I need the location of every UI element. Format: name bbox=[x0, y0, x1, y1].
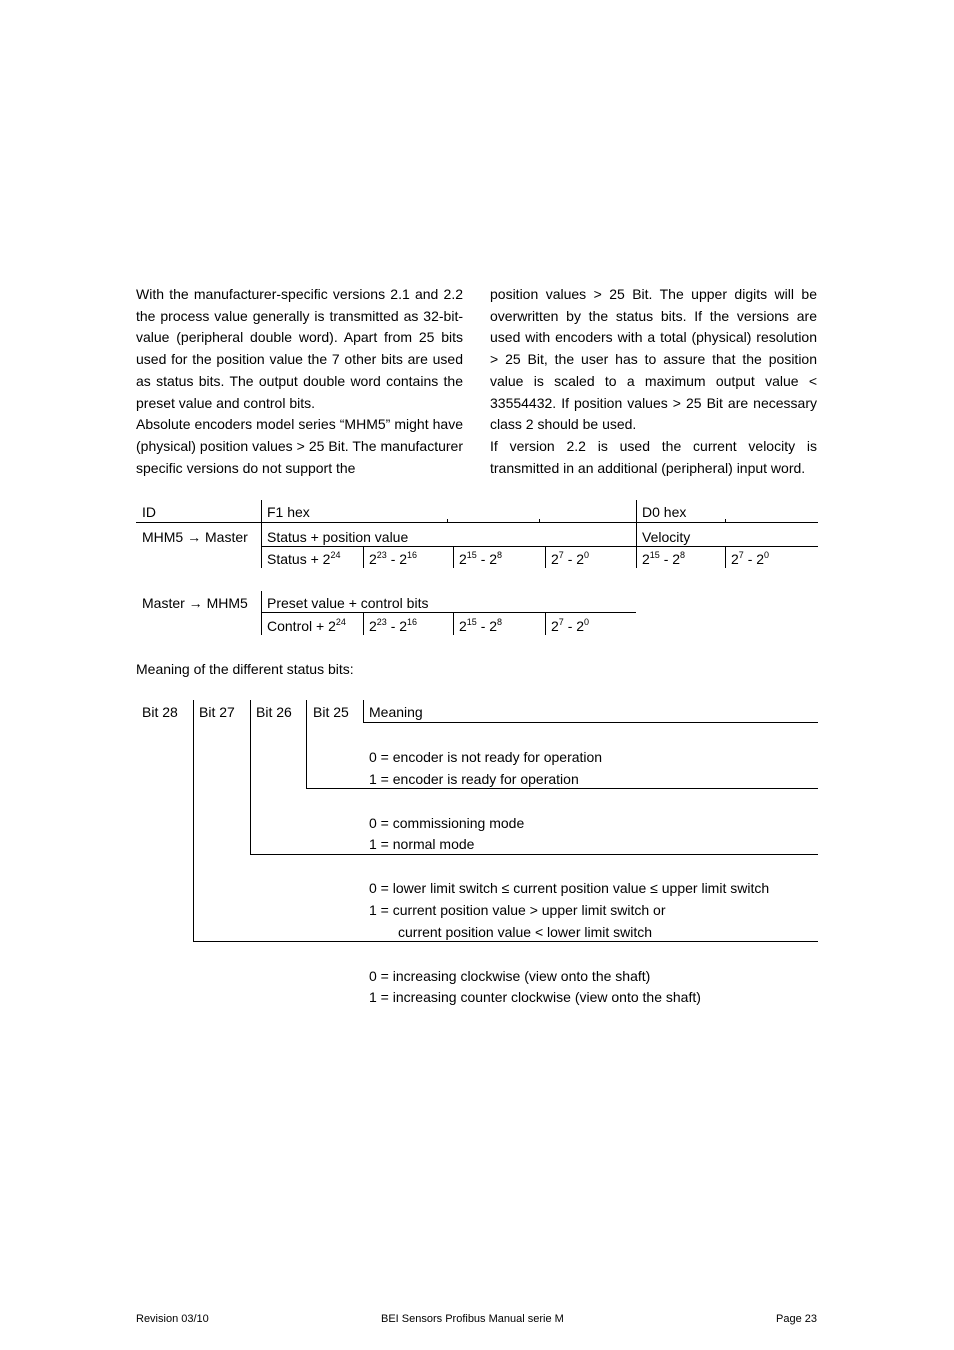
bit-range-cell: $2^7 - 2^0$ bbox=[551, 617, 590, 634]
bit-26-meaning: 0 = commissioning mode bbox=[369, 815, 525, 831]
intro-right-column bbox=[490, 284, 817, 479]
bit-27-bracket bbox=[250, 700, 251, 855]
bit-28-meaning: 0 = increasing clockwise (view onto the shaft) bbox=[369, 968, 651, 984]
bit-26-header: Bit 26 bbox=[256, 704, 292, 720]
bit-range-cell: $2^{23} - 2^{16}$ bbox=[369, 617, 418, 634]
bit-range-cell: $2^{15} - 2^8$ bbox=[459, 550, 503, 567]
column-divider bbox=[636, 500, 637, 568]
bit-27-meaning: current position value < lower limit switch bbox=[398, 924, 653, 940]
column-divider bbox=[261, 500, 262, 568]
preset-control-group: Preset value + control bits bbox=[267, 595, 429, 611]
header-rule bbox=[136, 522, 818, 523]
meaning-rule bbox=[363, 722, 818, 723]
output-direction-label: Master → MHM5 bbox=[142, 595, 248, 611]
bit-range-cell: $2^{15} - 2^8$ bbox=[642, 550, 686, 567]
bit-25-header: Bit 25 bbox=[313, 704, 349, 720]
bit-range-cell: Status + $2^{24}$ bbox=[267, 550, 341, 567]
bit-27-meaning: 0 = lower limit switch ≤ current position value ≤ upper limit switch bbox=[369, 880, 770, 896]
bit-25-rule bbox=[306, 788, 818, 789]
footer-title: BEI Sensors Profibus Manual serie M bbox=[381, 1313, 564, 1325]
input-direction-label: MHM5 → Master bbox=[142, 529, 248, 545]
tick-mark bbox=[539, 519, 540, 523]
bit-range-cell: $2^7 - 2^0$ bbox=[731, 550, 770, 567]
group-rule bbox=[261, 546, 818, 547]
cell-divider bbox=[453, 613, 454, 635]
bit-26-rule bbox=[250, 854, 818, 855]
intro-paragraph: If version 2.2 is used the current velocity is transmitted in an additional (peripheral) input word. bbox=[490, 437, 817, 476]
bit-25-bracket bbox=[363, 700, 364, 723]
bit-range-cell: $2^{23} - 2^{16}$ bbox=[369, 550, 418, 567]
cell-divider bbox=[545, 613, 546, 635]
intro-left-column bbox=[136, 284, 463, 479]
bit-26-meaning: 1 = normal mode bbox=[369, 836, 475, 852]
cell-divider bbox=[453, 547, 454, 568]
bit-25-meaning: 0 = encoder is not ready for operation bbox=[369, 749, 603, 765]
cell-divider bbox=[725, 547, 726, 568]
bit-28-meaning: 1 = increasing counter clockwise (view onto the shaft) bbox=[369, 989, 701, 1005]
bit-range-cell: Control + $2^{24}$ bbox=[267, 617, 346, 634]
d0-hex-header: D0 hex bbox=[642, 504, 687, 520]
meaning-header: Meaning bbox=[369, 704, 423, 720]
cell-divider bbox=[545, 547, 546, 568]
status-position-group: Status + position value bbox=[267, 529, 409, 545]
tick-mark bbox=[725, 519, 726, 523]
cell-divider bbox=[363, 613, 364, 635]
bit-28-bracket bbox=[193, 700, 194, 942]
intro-paragraph: Absolute encoders model series “MHM5” might have (physical) position values > 25 Bit. The manufacturer specific versions do not support the bbox=[136, 416, 463, 476]
cell-divider bbox=[363, 547, 364, 568]
f1-hex-header: F1 hex bbox=[267, 504, 310, 520]
intro-paragraph: With the manufacturer-specific versions 2.1 and 2.2 the process value generally is transmitted as 32-bit-value (peripheral double word). Apart from 25 bits used for the position value the 7 other bits are used as status bits. The output double word contains the preset value and control bits. bbox=[136, 286, 463, 411]
bit-27-header: Bit 27 bbox=[199, 704, 235, 720]
status-bits-intro: Meaning of the different status bits: bbox=[136, 661, 354, 677]
bit-range-cell: $2^{15} - 2^8$ bbox=[459, 617, 503, 634]
bit-27-meaning: 1 = current position value > upper limit switch or bbox=[369, 902, 666, 918]
column-divider bbox=[261, 591, 262, 635]
id-header: ID bbox=[142, 504, 156, 520]
bit-28-header: Bit 28 bbox=[142, 704, 178, 720]
velocity-group: Velocity bbox=[642, 529, 691, 545]
intro-paragraph: position values > 25 Bit. The upper digits will be overwritten by the status bits. If the versions are used with encoders with a total (physical) resolution > 25 Bit, the user has to assure that the position value is scaled to a maximum output value < 33554432. If position values > 25 Bit are necessary class 2 should be used. bbox=[490, 286, 817, 433]
footer-revision: Revision 03/10 bbox=[136, 1313, 209, 1325]
group-rule bbox=[261, 612, 636, 613]
bit-27-rule bbox=[193, 941, 818, 942]
bit-26-bracket bbox=[306, 700, 307, 789]
bit-range-cell: $2^7 - 2^0$ bbox=[551, 550, 590, 567]
tick-mark bbox=[447, 519, 448, 523]
footer-page-number: Page 23 bbox=[776, 1313, 817, 1325]
bit-25-meaning: 1 = encoder is ready for operation bbox=[369, 771, 579, 787]
